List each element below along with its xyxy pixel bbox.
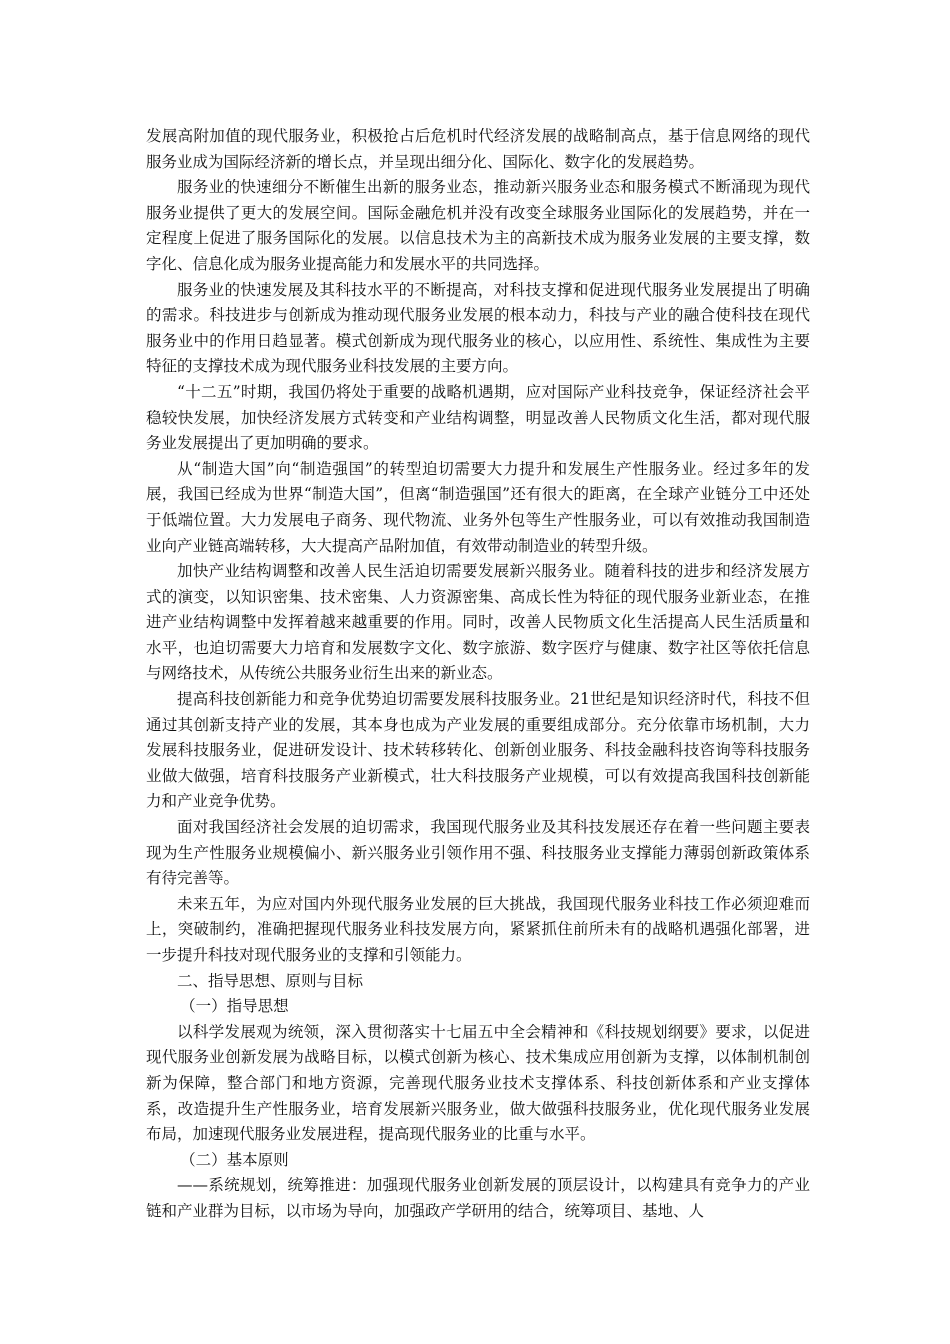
paragraph: 加快产业结构调整和改善人民生活迫切需要发展新兴服务业。随着科技的进步和经济发展方式的演变，以知识密集、技术密集、人力资源密集、高成长性为特征的现代服务业新业态，在推进产业结构调整中发挥着越来越重要的作用。同时，改善人民物质文化生活提高人民生活质量和水平，也迫切需要大力培育和发展数字文化、数字旅游、数字医疗与健康、数字社区等依托信息与网络技术，从传统公共服务业衍生出来的新业态。 bbox=[146, 562, 810, 683]
paragraph: 从“制造大国”向“制造强国”的转型迫切需要大力提升和发展生产性服务业。经过多年的发展，我国已经成为世界“制造大国”，但离“制造强国”还有很大的距离，在全球产业链分工中还处于低端位置。大力发展电子商务、现代物流、业务外包等生产性服务业，可以有效推动我国制造业向产业链高端转移，大大提高产品附加值，有效带动制造业的转型升级。 bbox=[146, 459, 810, 555]
paragraph: “十二五”时期，我国仍将处于重要的战略机遇期，应对国际产业科技竞争，保证经济社会平稳较快发展，加快经济发展方式转变和产业结构调整，明显改善人民物质文化生活，都对现代服务业发展提出了更加明确的要求。 bbox=[146, 382, 810, 453]
document-body bbox=[146, 124, 810, 1225]
paragraph: 未来五年，为应对国内外现代服务业发展的巨大挑战，我国现代服务业科技工作必须迎难而上，突破制约，准确把握现代服务业科技发展方向，紧紧抓住前所未有的战略机遇强化部署，进一步提升科技对现代服务业的支撑和引领能力。 bbox=[146, 894, 810, 964]
paragraph: 提高科技创新能力和竞争优势迫切需要发展科技服务业。21世纪是知识经济时代，科技不但通过其创新支持产业的发展，其本身也成为产业发展的重要组成部分。充分依靠市场机制，大力发展科技服务业，促进研发设计、技术转移转化、创新创业服务、科技金融科技咨询等科技服务业做大做强，培育科技服务产业新模式，壮大科技服务产业规模，可以有效提高我国科技创新能力和产业竞争优势。 bbox=[146, 690, 810, 811]
paragraph: 服务业的快速细分不断催生出新的服务业态，推动新兴服务业态和服务模式不断涌现为现代服务业提供了更大的发展空间。国际金融危机并没有改变全球服务业国际化的发展趋势，并在一定程度上促进了服务国际化的发展。以信息技术为主的高新技术成为服务业发展的主要支撑，数字化、信息化成为服务业提高能力和发展水平的共同选择。 bbox=[146, 178, 810, 273]
subsection-heading: （二）基本原则 bbox=[180, 1150, 289, 1169]
paragraph: ——系统规划，统筹推进：加强现代服务业创新发展的顶层设计，以构建具有竞争力的产业链和产业群为目标，以市场为导向，加强政产学研用的结合，统筹项目、基地、人 bbox=[146, 1176, 810, 1220]
paragraph: 面对我国经济社会发展的迫切需求，我国现代服务业及其科技发展还存在着一些问题主要表现为生产性服务业规模偏小、新兴服务业引领作用不强、科技服务业支撑能力薄弱创新政策体系有待完善等。 bbox=[146, 818, 810, 888]
paragraph: 以科学发展观为统领，深入贯彻落实十七届五中全会精神和《科技规划纲要》要求，以促进现代服务业创新发展为战略目标，以模式创新为核心、技术集成应用创新为支撑，以体制机制创新为保障，整合部门和地方资源，完善现代服务业技术支撑体系、科技创新体系和产业支撑体系，改造提升生产性服务业，培育发展新兴服务业，做大做强科技服务业，优化现代服务业发展布局，加速现代服务业发展进程，提高现代服务业的比重与水平。 bbox=[146, 1022, 810, 1144]
paragraph: 服务业的快速发展及其科技水平的不断提高，对科技支撑和促进现代服务业发展提出了明确的需求。科技进步与创新成为推动现代服务业发展的根本动力，科技与产业的融合使科技在现代服务业中的作用日趋显著。模式创新成为现代服务业的核心，以应用性、系统性、集成性为主要特征的支撑技术成为现代服务业科技发展的主要方向。 bbox=[146, 280, 810, 376]
subsection-heading: （一）指导思想 bbox=[180, 997, 289, 1016]
section-heading: 二、指导思想、原则与目标 bbox=[177, 971, 364, 990]
paragraph: 发展高附加值的现代服务业，积极抢占后危机时代经济发展的战略制高点，基于信息网络的现代服务业成为国际经济新的增长点，并呈现出细分化、国际化、数字化的发展趋势。 bbox=[146, 127, 810, 171]
